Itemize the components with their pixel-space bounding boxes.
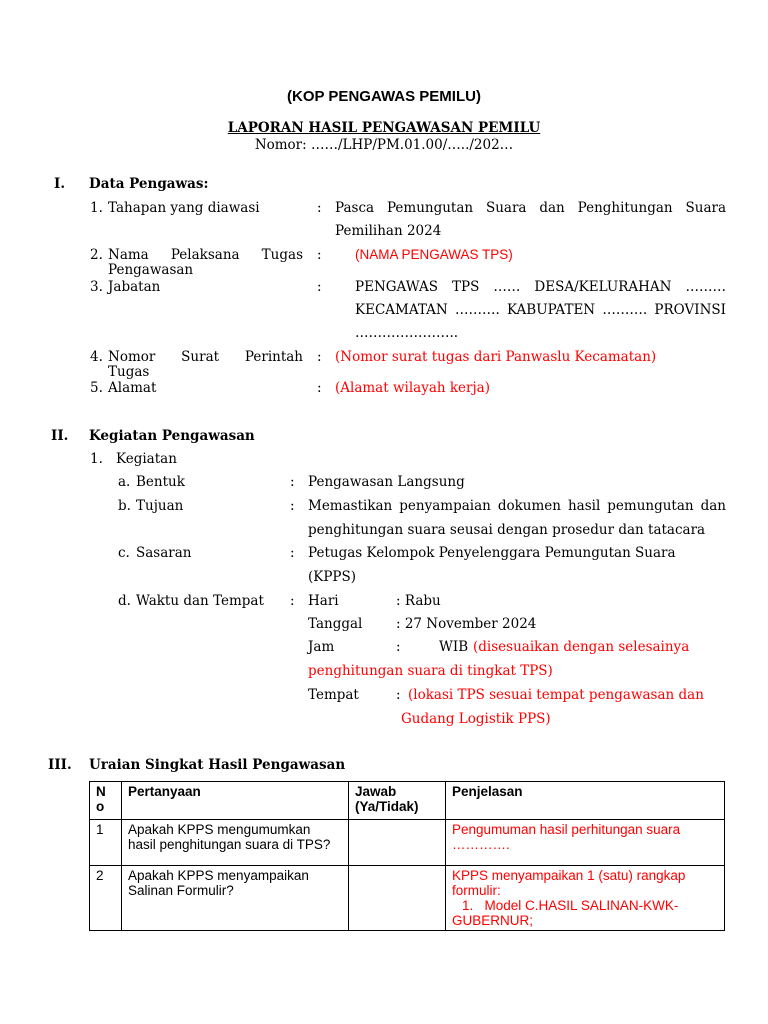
s1-item-2-label: Nama Pelaksana Tugas xyxy=(108,247,303,263)
jam-note: (disesuaikan dengan selesainya xyxy=(473,639,690,655)
header-answer: Jawab (Ya/Tidak) xyxy=(349,782,446,820)
s1-item-2-colon: : xyxy=(317,247,322,263)
s1-item-3-value-dots: ………………….. xyxy=(355,325,459,341)
s2-item-b-value-cont: penghitungan suara seusai dengan prosedur dan tatacara xyxy=(308,522,706,538)
kop-heading: (KOP PENGAWAS PEMILU) xyxy=(287,88,481,105)
s2-item-d-label: Waktu dan Tempat xyxy=(136,593,264,609)
s1-item-5-label: Alamat xyxy=(108,380,157,396)
tempat-label: Tempat xyxy=(308,687,359,703)
table-row xyxy=(90,866,725,931)
s1-item-2-label-cont: Pengawasan xyxy=(108,262,194,278)
s2-item-b-label: Tujuan xyxy=(136,498,184,514)
tempat-colon: : xyxy=(396,687,401,703)
row-1-answer xyxy=(349,820,446,866)
s1-item-4-label: Nomor Surat Perintah xyxy=(108,349,303,365)
tempat-value-cont: Gudang Logistik PPS) xyxy=(401,711,551,727)
s1-item-4-value: (Nomor surat tugas dari Panwaslu Kecamatan) xyxy=(335,349,657,365)
s2-sub-num: 1. xyxy=(90,451,103,467)
table-row xyxy=(90,820,725,866)
s1-item-3-value-cont: KECAMATAN ………. KABUPATEN ………. PROVINSI xyxy=(355,302,726,318)
s2-item-b-value: Memastikan penyampaian dokumen hasil pemungutan dan xyxy=(308,498,726,514)
s1-item-2-value: (NAMA PENGAWAS TPS) xyxy=(355,247,513,262)
s2-sub-label: Kegiatan xyxy=(116,451,177,467)
jam-note-cont: penghitungan suara di tingkat TPS) xyxy=(308,663,553,679)
section-1-numeral: I. xyxy=(54,176,66,192)
s2-item-a-label: Bentuk xyxy=(136,474,185,490)
s2-item-b-colon: : xyxy=(290,498,295,514)
s1-item-3-num: 3. xyxy=(90,279,103,295)
s1-item-3-colon: : xyxy=(317,279,322,295)
header-explanation: Penjelasan xyxy=(446,782,725,820)
section-1-heading: Data Pengawas: xyxy=(89,176,209,192)
report-number: Nomor: ……/LHP/PM.01.00/…../202… xyxy=(254,137,514,153)
s2-item-c-colon: : xyxy=(290,545,295,561)
table-header-row xyxy=(90,782,725,820)
hari-label: Hari xyxy=(308,593,339,609)
row-2-question: Apakah KPPS menyampaikan Salinan Formulir? xyxy=(122,866,349,931)
s2-item-a-value: Pengawasan Langsung xyxy=(308,474,465,490)
tanggal-label: Tanggal xyxy=(308,616,363,632)
row-2-explanation: KPPS menyampaikan 1 (satu) rangkap formulir: 1. Model C.HASIL SALINAN-KWK- GUBERNUR; xyxy=(446,866,725,931)
s1-item-1-label: Tahapan yang diawasi xyxy=(108,200,260,216)
s2-item-c-value-cont: (KPPS) xyxy=(308,569,357,585)
s1-item-1-colon: : xyxy=(317,200,322,216)
s2-item-a-letter: a. xyxy=(118,474,131,490)
report-title: LAPORAN HASIL PENGAWASAN PEMILU xyxy=(227,120,541,136)
tempat-value: (lokasi TPS sesuai tempat pengawasan dan xyxy=(408,687,704,703)
row-2-no: 2 xyxy=(90,866,122,931)
s2-item-d-letter: d. xyxy=(118,593,131,609)
jam-wib: WIB xyxy=(439,639,469,655)
header-question: Pertanyaan xyxy=(122,782,349,820)
s1-item-1-value-cont: Pemilihan 2024 xyxy=(335,223,442,239)
row-1-no: 1 xyxy=(90,820,122,866)
row-1-explanation: Pengumuman hasil perhitungan suara …………. xyxy=(446,820,725,866)
s1-item-1-value: Pasca Pemungutan Suara dan Penghitungan Suara xyxy=(335,200,726,216)
header-no: N o xyxy=(90,782,122,820)
s1-item-4-num: 4. xyxy=(90,349,103,365)
s2-item-d-colon: : xyxy=(290,593,295,609)
s1-item-3-label: Jabatan xyxy=(108,279,161,295)
s2-item-c-value: Petugas Kelompok Penyelenggara Pemungutan Suara xyxy=(308,545,676,561)
s2-item-c-label: Sasaran xyxy=(136,545,192,561)
s2-item-c-letter: c. xyxy=(118,545,130,561)
s2-item-b-letter: b. xyxy=(118,498,131,514)
section-2-heading: Kegiatan Pengawasan xyxy=(89,428,255,444)
section-2-numeral: II. xyxy=(51,428,69,444)
row-1-question: Apakah KPPS mengumumkan hasil penghitungan suara di TPS? xyxy=(122,820,349,866)
s1-item-1-num: 1. xyxy=(90,200,103,216)
jam-label: Jam xyxy=(308,639,335,655)
s1-item-4-colon: : xyxy=(317,349,322,365)
s1-item-5-value: (Alamat wilayah kerja) xyxy=(335,380,490,396)
hasil-pengawasan-table xyxy=(89,781,725,931)
s1-item-5-colon: : xyxy=(317,380,322,396)
s2-item-a-colon: : xyxy=(290,474,295,490)
section-3-numeral: III. xyxy=(48,757,72,773)
row-2-answer xyxy=(349,866,446,931)
section-3-heading: Uraian Singkat Hasil Pengawasan xyxy=(89,757,346,773)
hari-value: : Rabu xyxy=(396,593,441,609)
s1-item-3-value: PENGAWAS TPS …… DESA/KELURAHAN ……… xyxy=(355,279,726,295)
s1-item-2-num: 2. xyxy=(90,247,103,263)
s1-item-5-num: 5. xyxy=(90,380,103,396)
s1-item-4-label-cont: Tugas xyxy=(108,364,150,380)
jam-colon: : xyxy=(396,639,401,655)
tanggal-value: : 27 November 2024 xyxy=(396,616,537,632)
